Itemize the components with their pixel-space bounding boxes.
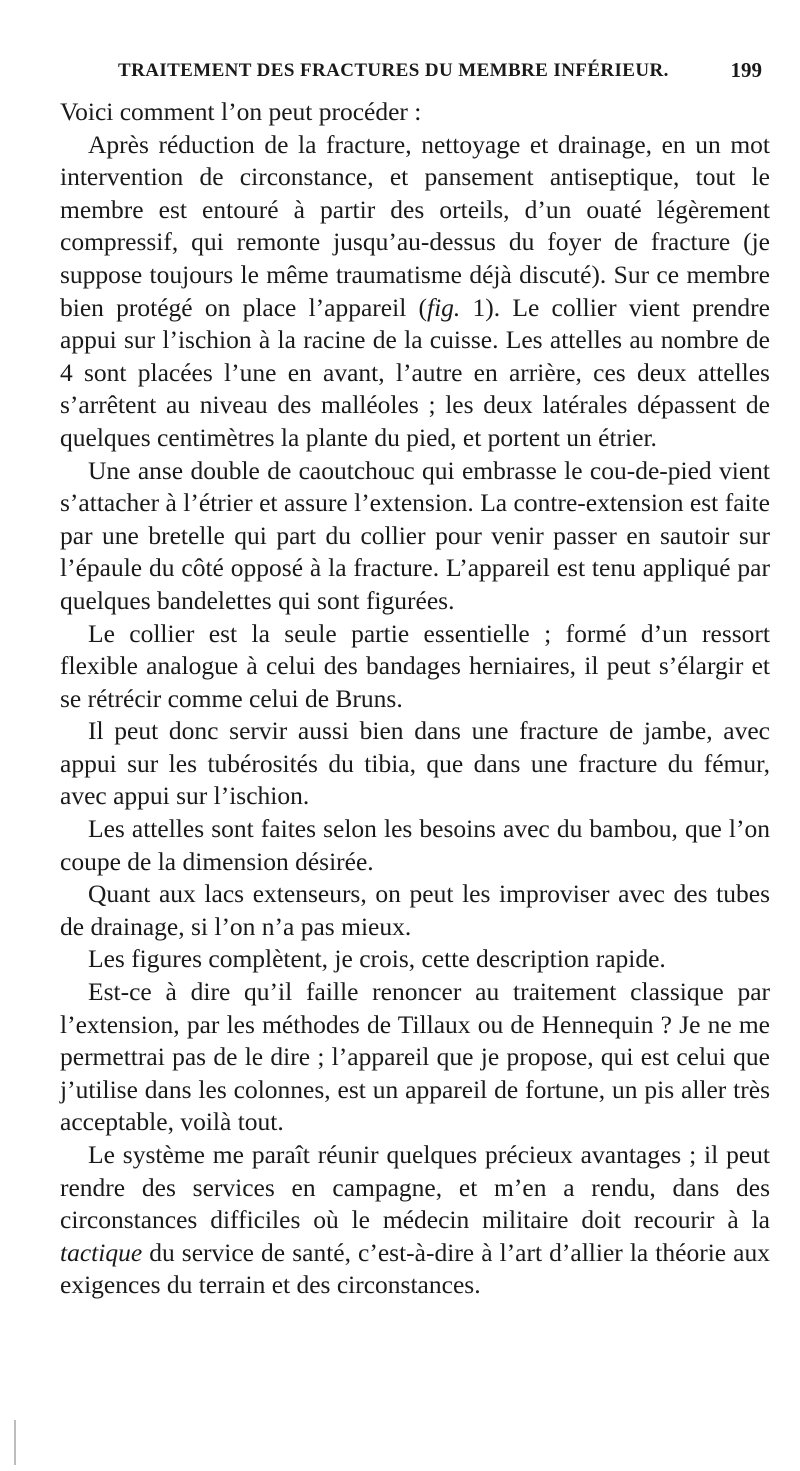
book-page (60, 56, 770, 1302)
paragraph: Voici comment l’on peut procéder : (60, 97, 422, 126)
running-title: TRAITEMENT DES FRACTURES DU MEMBRE INFÉRIEUR. (118, 60, 669, 81)
paragraph: Une anse double de caoutchouc qui embrasse le cou-de-pied vient s’attacher à l’étrier et assure l’extension. La contre-extension est faite par une bretelle qui part du collier pour venir passer en sautoir sur l’épaule du côté opposé à la fracture. L’appareil est tenu appliqué par quelques bandelettes qui sont figurées. (60, 455, 770, 615)
paragraph: Les figures complètent, je crois, cette description rapide. (88, 944, 666, 974)
emphasized-word: tactique (60, 1237, 143, 1267)
page-number: 199 (730, 58, 762, 82)
page-edge-mark (14, 1420, 16, 1465)
paragraph: Il peut donc servir aussi bien dans une fracture de jambe, avec appui sur les tubérosités du tibia, que dans une fracture du fémur, avec appui sur l’ischion. (60, 716, 770, 811)
paragraph: Quant aux lacs extenseurs, on peut les improviser avec des tubes de drainage, si l’on n’a pas mieux. (60, 879, 770, 941)
body-text (60, 96, 770, 1302)
paragraph: Le système me paraît réunir quelques précieux avantages ; il peut rendre des services en campagne, et m’en a rendu, dans des circonstances difficiles où le médecin militaire doit recourir à la tactique du service de santé, c’est-à-dire à l’art d’allier la théorie aux exigences du terrain et des circonstances. (60, 1140, 770, 1300)
paragraph: Est-ce à dire qu’il faille renoncer au traitement classique par l’extension, par les méthodes de Tillaux ou de Hennequin ? Je ne me permettrai pas de le dire ; l’appareil que je propose, qui est celui que j’utilise dans les colonnes, est un appareil de fortune, un pis aller très acceptable, voilà tout. (60, 977, 770, 1137)
paragraph: Les attelles sont faites selon les besoins avec du bambou, que l’on coupe de la dimension désirée. (60, 814, 770, 876)
paragraph: Le collier est la seule partie essentielle ; formé d’un ressort flexible analogue à celui des bandages herniaires, il peut s’élargir et se rétrécir comme celui de Bruns. (60, 618, 770, 713)
paragraph: Après réduction de la fracture, nettoyage et drainage, en un mot intervention de circonstance, et pansement antiseptique, tout le membre est entouré à partir des orteils, d’un ouaté légèrement compressif, qui remonte jusqu’au-dessus du foyer de fracture (je suppose toujours le même traumatisme déjà discuté). Sur ce membre bien protégé on place l’appareil (fig. 1). Le collier vient prendre appui sur l’ischion à la racine de la cuisse. Les attelles au nombre de 4 sont placées l’une en avant, l’autre en arrière, ces deux attelles s’arrêtent au niveau des malléoles ; les deux latérales dépassent de quelques centimètres la plante du pied, et portent un étrier. (60, 129, 770, 452)
figure-reference: fig. (427, 292, 461, 322)
running-head (60, 56, 770, 96)
